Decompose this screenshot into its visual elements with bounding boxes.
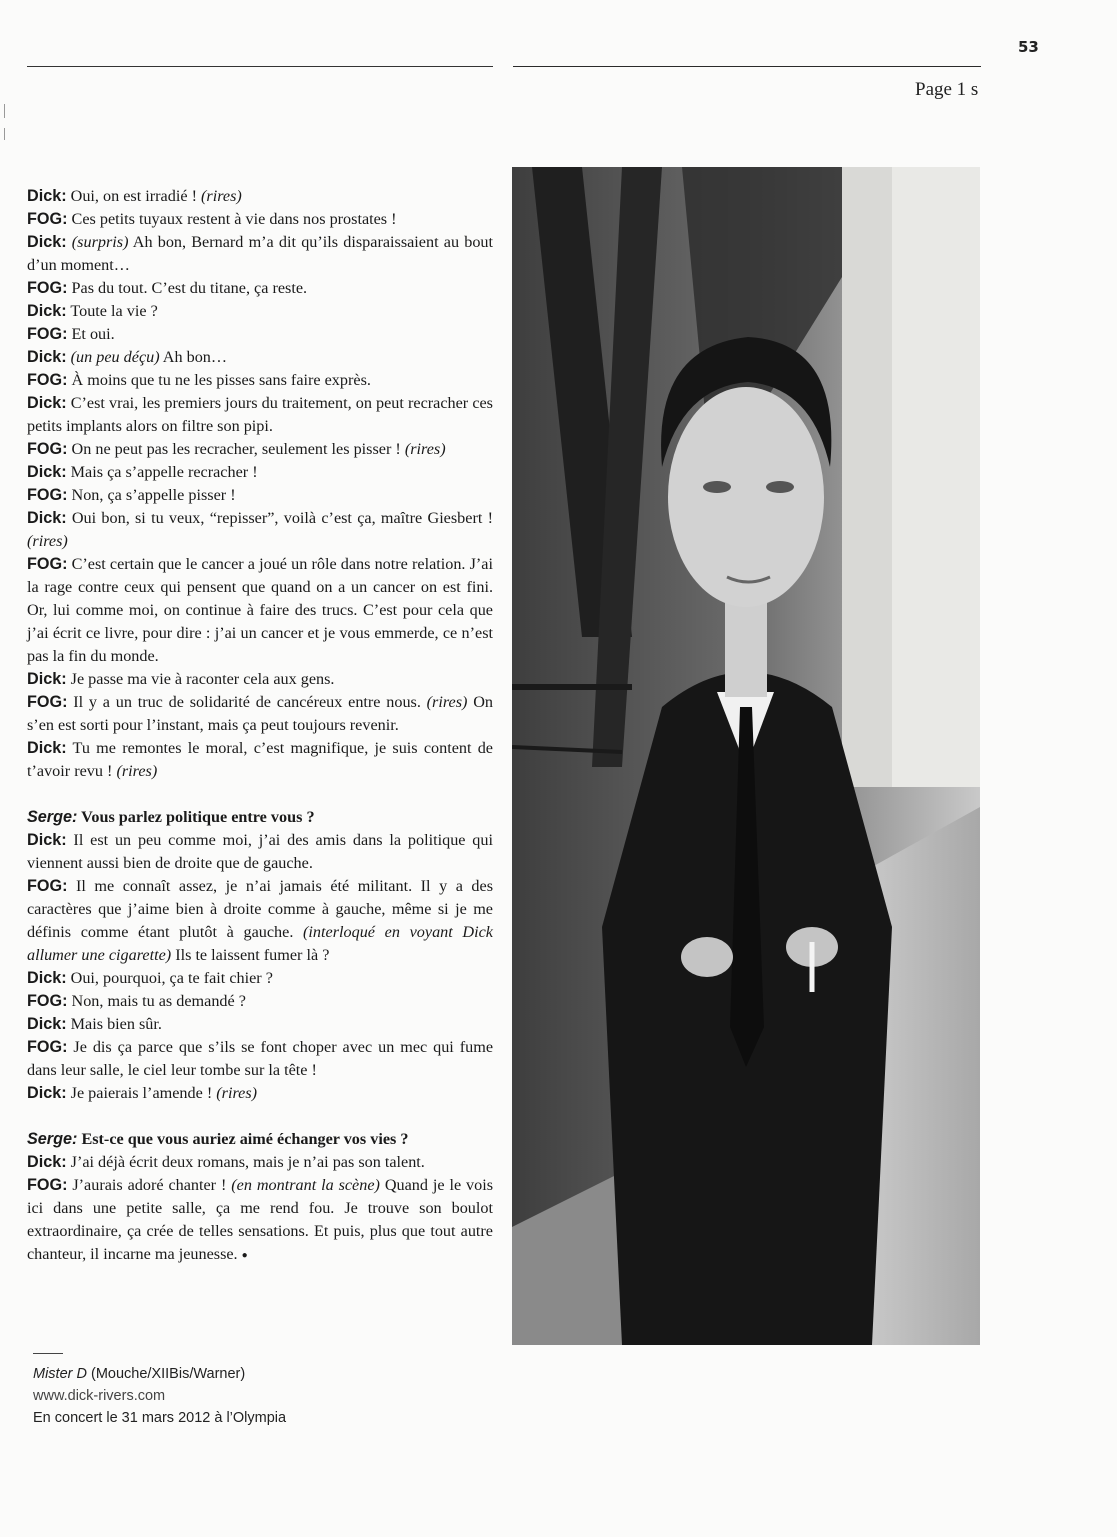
speaker-name: FOG:	[27, 1038, 68, 1056]
speaker-name: Dick:	[27, 348, 67, 366]
line-text: Je dis ça parce que s’ils se font choper avec un mec qui fume dans leur salle, le ciel leur tombe sur la tête !	[27, 1038, 493, 1079]
dialogue-line	[27, 208, 493, 231]
line-text: C’est certain que le cancer a joué un rôle dans notre relation. J’ai la rage contre ceux qui pensent que quand on a un cancer on est fini. Or, lui comme moi, on continue à faire des trucs. C’est pour cela que j’ai écrit ce livre, pour dire : j’ai un cancer et je vous emmerde, ce n’est pas la fin du monde.	[27, 555, 493, 665]
line-text: Mais ça s’appelle recracher !	[66, 463, 258, 481]
dialogue-line	[27, 1013, 493, 1036]
dialogue-line	[27, 1036, 493, 1082]
dialogue-line	[27, 1174, 493, 1267]
footer-rule	[33, 1353, 63, 1354]
line-text: On ne peut pas les recracher, seulement les pisser !	[67, 440, 405, 458]
photo-caption: Page 1 s	[915, 79, 979, 100]
speaker-name: Dick:	[27, 739, 67, 757]
album-label: (Mouche/XIIBis/Warner)	[86, 1366, 246, 1382]
stage-direction: (rires)	[201, 187, 242, 205]
stage-direction: (rires)	[27, 532, 68, 550]
album-credit	[33, 1363, 286, 1385]
speaker-name: FOG:	[27, 693, 68, 711]
question-text: Est-ce que vous auriez aimé échanger vos vies ?	[77, 1130, 409, 1148]
speaker-name: Dick:	[27, 670, 67, 688]
speaker-name: Dick:	[27, 831, 67, 849]
stage-direction: (interloqué en voyant Dick allumer une cigarette)	[27, 923, 493, 964]
line-text: Ah bon…	[159, 348, 228, 366]
speaker-name: FOG:	[27, 992, 68, 1010]
speaker-name: Dick:	[27, 233, 67, 251]
stage-direction: (rires)	[426, 693, 468, 711]
dialogue-line	[27, 507, 493, 553]
speaker-name: Dick:	[27, 1153, 67, 1171]
dialogue-line	[27, 346, 493, 369]
speaker-name: FOG:	[27, 555, 68, 573]
line-text: Toute la vie ?	[66, 302, 158, 320]
question-1	[27, 806, 493, 829]
dialogue-line	[27, 1151, 493, 1174]
line-text: Il y a un truc de solidarité de cancéreux entre nous.	[67, 693, 427, 711]
stage-direction: (rires)	[216, 1084, 258, 1102]
speaker-name: Dick:	[27, 394, 67, 412]
speaker-name: FOG:	[27, 1176, 68, 1194]
stage-direction: (rires)	[116, 762, 158, 780]
dialogue-line	[27, 553, 493, 668]
dialogue-line	[27, 967, 493, 990]
line-text: Mais bien sûr.	[66, 1015, 162, 1033]
question-speaker: Serge:	[27, 1130, 78, 1148]
line-text: Ils te laissent fumer là ?	[171, 946, 330, 964]
line-text: Pas du tout. C’est du titane, ça reste.	[67, 279, 308, 297]
dialogue-block-3	[27, 1151, 493, 1267]
portrait-photo	[512, 167, 980, 1345]
line-text: À moins que tu ne les pisses sans faire exprès.	[67, 371, 371, 389]
portrait-photo-graphic	[512, 167, 980, 1345]
dialogue-line	[27, 185, 493, 208]
dialogue-line	[27, 323, 493, 346]
line-text: Tu me remontes le moral, c’est magnifique, je suis content de t’avoir revu !	[27, 739, 493, 780]
stage-direction: (un peu déçu)	[70, 348, 160, 366]
concert-info: En concert le 31 mars 2012 à l’Olympia	[33, 1410, 287, 1426]
line-text: Oui bon, si tu veux, “repisser”, voilà c’est ça, maître Giesbert !	[66, 509, 493, 527]
dialogue-line	[27, 737, 493, 783]
line-text: Non, ça s’appelle pisser !	[67, 486, 236, 504]
dialogue-line	[27, 1082, 493, 1105]
line-text: Oui, pourquoi, ça te fait chier ?	[66, 969, 273, 987]
line-text: J’ai déjà écrit deux romans, mais je n’ai pas son talent.	[66, 1153, 425, 1171]
line-text: Oui, on est irradié !	[66, 187, 202, 205]
line-text: On s’en est sorti pour l’instant, mais ça peut toujours revenir.	[27, 693, 493, 734]
line-text: C’est vrai, les premiers jours du traitement, on peut recracher ces petits implants alors on filtre son pipi.	[27, 394, 493, 435]
speaker-name: Dick:	[27, 463, 67, 481]
speaker-name: FOG:	[27, 325, 68, 343]
line-text: Il est un peu comme moi, j’ai des amis dans la politique qui viennent aussi bien de droite que de gauche.	[27, 831, 493, 872]
speaker-name: Dick:	[27, 302, 67, 320]
dialogue-line	[27, 392, 493, 438]
dialogue-block-1	[27, 185, 493, 783]
speaker-name: Dick:	[27, 509, 67, 527]
dialogue-line	[27, 829, 493, 875]
line-text: Et oui.	[67, 325, 115, 343]
dialogue-line	[27, 277, 493, 300]
line-text: Je passe ma vie à raconter cela aux gens.	[66, 670, 335, 688]
line-text: Je paierais l’amende !	[66, 1084, 217, 1102]
stage-direction: (rires)	[404, 440, 446, 458]
speaker-name: FOG:	[27, 371, 68, 389]
speaker-name: FOG:	[27, 210, 68, 228]
margin-mark	[4, 128, 5, 140]
interview-article	[27, 185, 493, 1267]
question-speaker: Serge:	[27, 808, 78, 826]
dialogue-block-2	[27, 829, 493, 1105]
page-number: 53	[1018, 38, 1039, 56]
speaker-name: Dick:	[27, 969, 67, 987]
speaker-name: Dick:	[27, 1015, 67, 1033]
dialogue-line	[27, 461, 493, 484]
dialogue-line	[27, 484, 493, 507]
dialogue-line	[27, 300, 493, 323]
question-2	[27, 1128, 493, 1151]
end-mark: ●	[241, 1249, 248, 1261]
dialogue-line	[27, 875, 493, 967]
speaker-name: FOG:	[27, 486, 68, 504]
header-rule-left	[27, 66, 493, 67]
margin-mark	[4, 104, 5, 118]
album-title: Mister D	[33, 1366, 87, 1382]
line-text: Quand je le vois ici dans une petite salle, ça me rend fou. Je trouve son boulot extraordinaire, ça crée de telles sensations. Et puis, plus que tout autre chanteur, il incarne ma jeunesse.	[27, 1176, 494, 1263]
line-text: J’aurais adoré chanter !	[67, 1176, 232, 1194]
speaker-name: FOG:	[27, 877, 68, 895]
dialogue-line	[27, 668, 493, 691]
credits-footer	[33, 1363, 286, 1429]
dialogue-line	[27, 438, 493, 461]
speaker-name: FOG:	[27, 440, 68, 458]
dialogue-line	[27, 369, 493, 392]
question-text: Vous parlez politique entre vous ?	[77, 808, 315, 826]
line-text: Non, mais tu as demandé ?	[67, 992, 246, 1010]
dialogue-line	[27, 691, 493, 737]
line-text: Ah bon, Bernard m’a dit qu’ils disparaissaient au bout d’un moment…	[27, 233, 494, 274]
line-text: Il me connaît assez, je n’ai jamais été militant. Il y a des caractères que j’aime bien à droite comme à gauche, même si je me définis comme étant plutôt à gauche.	[27, 877, 493, 941]
line-text: Ces petits tuyaux restent à vie dans nos prostates !	[67, 210, 397, 228]
header-rule-right	[513, 66, 981, 67]
speaker-name: Dick:	[27, 187, 67, 205]
dialogue-line	[27, 990, 493, 1013]
dialogue-line	[27, 231, 493, 277]
speaker-name: Dick:	[27, 1084, 67, 1102]
stage-direction: (surpris)	[71, 233, 129, 251]
website-link[interactable]: www.dick-rivers.com	[33, 1388, 166, 1404]
stage-direction: (en montrant la scène)	[231, 1176, 380, 1194]
speaker-name: FOG:	[27, 279, 68, 297]
